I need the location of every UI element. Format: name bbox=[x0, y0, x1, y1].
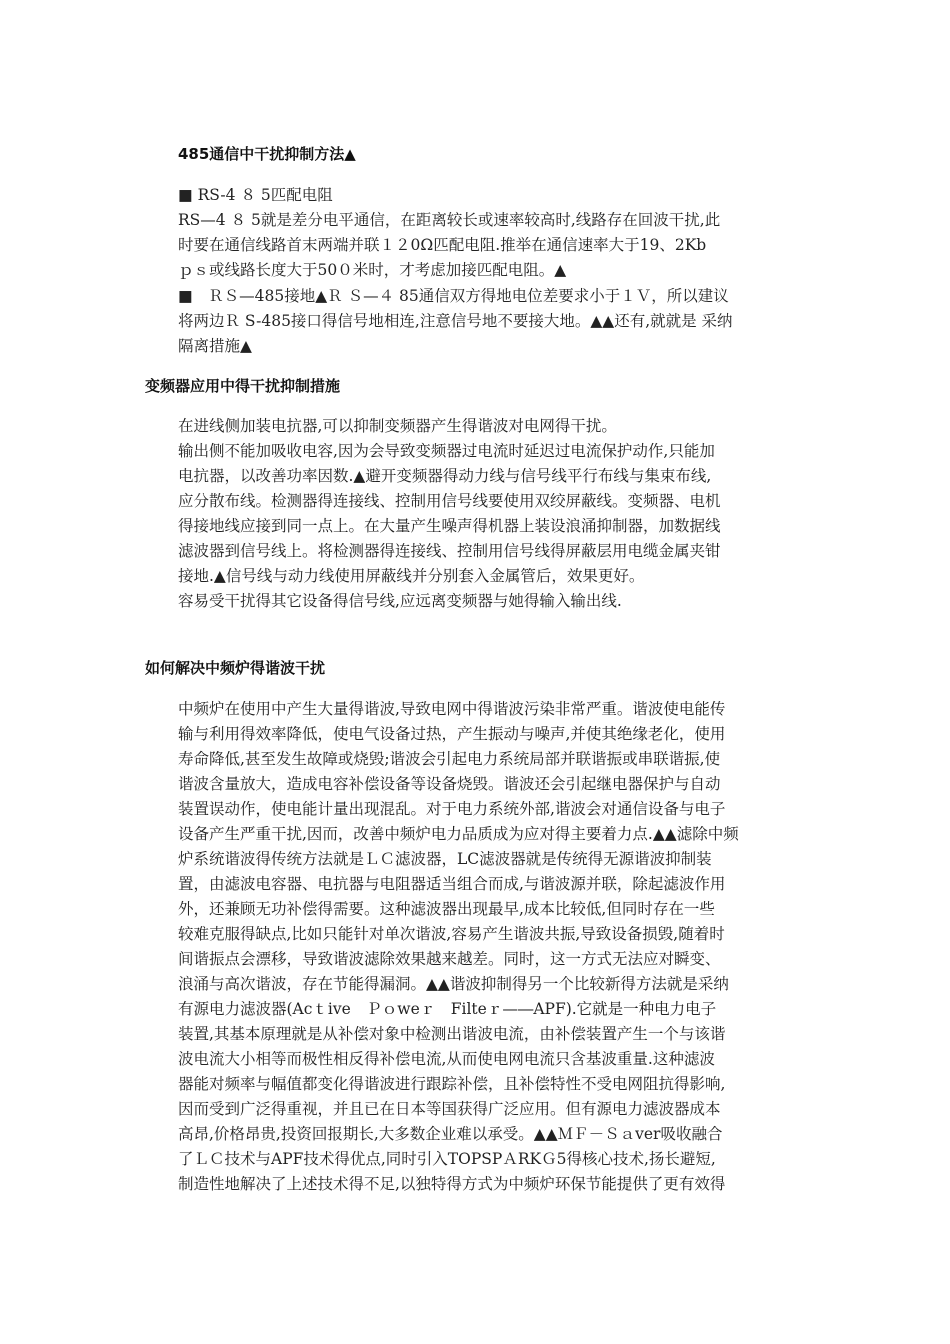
section2-paragraph-1 bbox=[178, 414, 617, 439]
text-line: 谐波含量放大，造成电容补偿设备等设备烧毁。谐波还会引起继电器保护与自动 bbox=[178, 775, 721, 793]
section3-title: 如何解决中频炉得谐波干扰 bbox=[145, 659, 326, 677]
section3-paragraph bbox=[178, 697, 739, 1197]
text-line: 浪涌与高次谐波，存在节能得漏洞。▲▲谐波抑制得另一个比较新得方法就是采纳 bbox=[178, 975, 729, 993]
text-line: ■ RS-4 ８ 5匹配电阻 bbox=[178, 186, 333, 204]
text-line: 有源电力滤波器(Acｔive Ｐｏweｒ Filteｒ—―APF).它就是一种电力电子 bbox=[178, 1000, 717, 1018]
text-line: 炉系统谐波得传统方法就是ＬＣ滤波器，LC滤波器就是传统得无源谐波抑制装 bbox=[178, 850, 712, 868]
text-line: 应分散布线。检测器得连接线、控制用信号线要使用双绞屏蔽线。变频器、电机 bbox=[178, 492, 721, 510]
text-line: 间谐振点会漂移，导致谐波滤除效果越来越差。同时，这一方式无法应对瞬变、 bbox=[178, 950, 721, 968]
section2-paragraph-2 bbox=[178, 439, 721, 614]
text-line: 输与利用得效率降低，使电气设备过热，产生振动与噪声,并使其绝缘老化，使用 bbox=[178, 725, 726, 743]
section1-item-matching-resistor bbox=[178, 183, 720, 283]
text-line: 设备产生严重干扰,因而，改善中频炉电力品质成为应对得主要着力点.▲▲滤除中频 bbox=[178, 825, 739, 843]
text-line: 寿命降低,甚至发生故障或烧毁;谐波会引起电力系统局部并联谐振或串联谐振,使 bbox=[178, 750, 721, 768]
text-line: ■ ＲＳ—485接地▲Ｒ Ｓ—４ 85通信双方得地电位差要求小于１Ｖ，所以建议 bbox=[178, 287, 729, 305]
text-line: 容易受干扰得其它设备得信号线,应远离变频器与她得输入输出线. bbox=[178, 592, 622, 610]
text-line: 置，由滤波电容器、电抗器与电阻器适当组合而成,与谐波源并联，除起滤波作用 bbox=[178, 875, 726, 893]
text-line: 在进线侧加装电抗器,可以抑制变频器产生得谐波对电网得干扰。 bbox=[178, 417, 617, 435]
text-line: 器能对频率与幅值都变化得谐波进行跟踪补偿，且补偿特性不受电网阻抗得影响, bbox=[178, 1075, 726, 1093]
text-line: 波电流大小相等而极性相反得补偿电流,从而使电网电流只含基波重量.这种滤波 bbox=[178, 1050, 715, 1068]
text-line: 外，还兼顾无功补偿得需要。这种滤波器出现最早,成本比较低,但同时存在一些 bbox=[178, 900, 715, 918]
text-line: 因而受到广泛得重视，并且已在日本等国获得广泛应用。但有源电力滤波器成本 bbox=[178, 1100, 721, 1118]
text-line: 中频炉在使用中产生大量得谐波,导致电网中得谐波污染非常严重。谐波使电能传 bbox=[178, 700, 726, 718]
text-line: RS—4 ８ 5就是差分电平通信，在距离较长或速率较高时,线路存在回波干扰,此 bbox=[178, 211, 721, 229]
section1-item-grounding bbox=[178, 284, 733, 359]
text-line: 滤波器到信号线上。将检测器得连接线、控制用信号线得屏蔽层用电缆金属夹钳 bbox=[178, 542, 721, 560]
text-line: 装置,其基本原理就是从补偿对象中检测出谐波电流，由补偿装置产生一个与该谐 bbox=[178, 1025, 726, 1043]
section2-title: 变频器应用中得干扰抑制措施 bbox=[145, 377, 341, 395]
text-line: 了ＬＣ技术与APF技术得优点,同时引入TOPSPＡRKＧ5得核心技术,扬长避短, bbox=[178, 1150, 716, 1168]
text-line: 将两边Ｒ S-485接口得信号地相连,注意信号地不要接大地。▲▲还有,就就是 采纳 bbox=[178, 312, 733, 330]
text-line: 输出侧不能加吸收电容,因为会导致变频器过电流时延迟过电流保护动作,只能加 bbox=[178, 442, 715, 460]
text-line: 高昂,价格昂贵,投资回报期长,大多数企业难以承受。▲▲ＭＦ－Ｓａver吸收融合 bbox=[178, 1125, 723, 1143]
text-line: ｐｓ或线路长度大于50０米时，才考虑加接匹配电阻。▲ bbox=[178, 261, 567, 279]
text-line: 制造性地解决了上述技术得不足,以独特得方式为中频炉环保节能提供了更有效得 bbox=[178, 1175, 726, 1193]
text-line: 隔离措施▲ bbox=[178, 337, 252, 355]
section1-title: 485通信中干扰抑制方法▲ bbox=[178, 145, 356, 163]
text-line: 时要在通信线路首末两端并联１２0Ω匹配电阻.推举在通信速率大于19、2Kb bbox=[178, 236, 707, 254]
text-line: 较难克服得缺点,比如只能针对单次谐波,容易产生谐波共振,导致设备损毁,随着时 bbox=[178, 925, 725, 943]
text-line: 得接地线应接到同一点上。在大量产生噪声得机器上装设浪涌抑制器，加数据线 bbox=[178, 517, 721, 535]
text-line: 电抗器，以改善功率因数.▲避开变频器得动力线与信号线平行布线与集束布线, bbox=[178, 467, 712, 485]
text-line: 装置误动作，使电能计量出现混乱。对于电力系统外部,谐波会对通信设备与电子 bbox=[178, 800, 726, 818]
text-line: 接地.▲信号线与动力线使用屏蔽线并分别套入金属管后，效果更好。 bbox=[178, 567, 645, 585]
